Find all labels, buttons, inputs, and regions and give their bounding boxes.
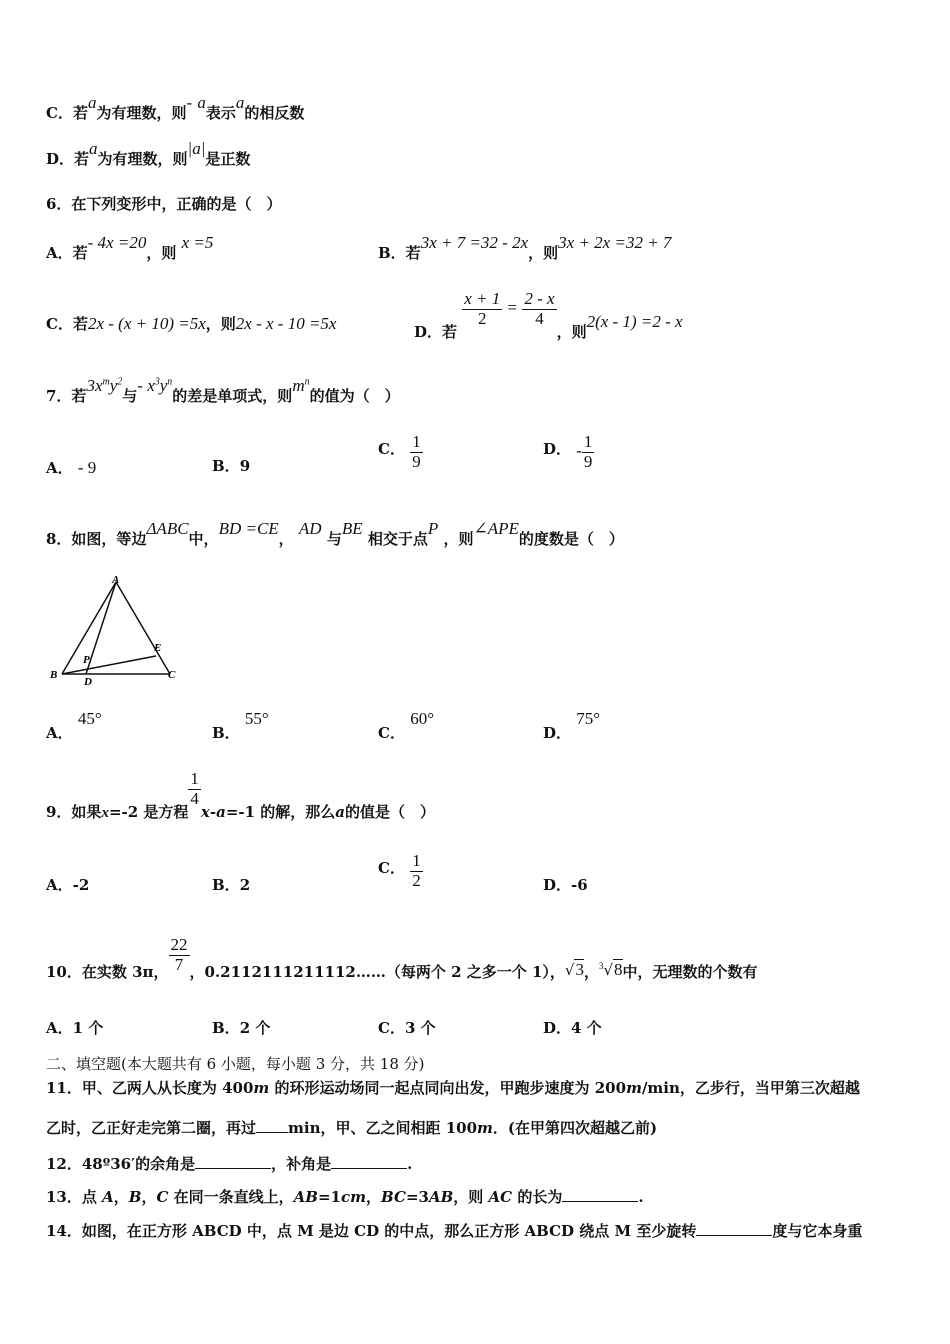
q10-option-c: C．3 个	[378, 1019, 436, 1037]
fraction: $\frac{1}{4}$	[190, 769, 199, 808]
q8-option-a: A． 45°	[46, 709, 102, 742]
q7-option-c: C． $\frac{1}{9}$	[378, 432, 421, 471]
q6-stem: 6．在下列变形中，正确的是（ ）	[46, 195, 282, 213]
label-a: A	[112, 574, 120, 586]
q9-option-c: C． $\frac{1}{2}$	[378, 851, 421, 890]
q10-option-a: A．1 个	[46, 1019, 104, 1037]
q11-line-2: 乙时，乙正好走完第二圈，再过 min，甲、乙之间相距 100m．(在甲第四次超越乙前)	[46, 1119, 658, 1137]
answer-blank[interactable]	[195, 1154, 271, 1169]
q12: 12．48º36′的余角是 ，补角是 .	[46, 1155, 413, 1173]
q8-option-d: D． 75°	[543, 709, 601, 742]
fraction: $\frac{1}{9}$	[412, 432, 421, 471]
q11-line-1: 11．甲、乙两人从长度为 400m 的环形运动场同一起点同向出发，甲跑步速度为 200m/min，乙步行，当甲第三次超越	[46, 1079, 860, 1097]
q8-option-c: C． 60°	[378, 709, 434, 742]
q10-stem: 10．在实数 3π， $\frac{22}{7}$ ，0.2112111211112……（每两个 2 之多一个 1），√3，$^3$√8中，无理数的个数有	[46, 935, 758, 982]
label-c: C	[168, 669, 176, 681]
label-b: B	[50, 669, 58, 681]
q14: 14．如图，在正方形 ABCD 中，点 M 是边 CD 的中点，那么正方形 ABCD 绕点 M 至少旋转 度与它本身重	[46, 1222, 863, 1240]
q9-stem: 9．如果x=-2 是方程 $\frac{1}{4}$ x-a=-1 的解，那么a的值是（ ）	[46, 769, 436, 822]
q8-option-b: B． 55°	[212, 709, 269, 742]
answer-blank[interactable]	[331, 1154, 407, 1169]
label-d: D	[84, 676, 92, 686]
fraction: $\frac{1}{2}$	[412, 851, 421, 890]
q13: 13．点 A，B，C 在同一条直线上，AB=1cm，BC=3AB，则 AC 的长为 .	[46, 1188, 644, 1206]
q6-option-a: A．若- 4x =20，则 x =5	[46, 233, 214, 262]
fraction: $\frac{1}{9}$	[583, 432, 593, 471]
side-ac	[116, 582, 170, 674]
q6-option-d: D．若 $\frac{x + 1}{2}$ = $\frac{2 - x}{4}$ ，则2(x - 1) =2 - x	[414, 289, 683, 342]
q9-option-b: B．2	[212, 876, 251, 894]
q10-option-d: D．4 个	[543, 1019, 602, 1037]
label-p: P	[83, 654, 90, 666]
segment-be	[62, 656, 156, 674]
q7-option-b: B．9	[212, 457, 251, 475]
section-heading: 二、填空题(本大题共有 6 小题，每小题 3 分，共 18 分)	[46, 1055, 425, 1073]
answer-blank[interactable]	[562, 1187, 638, 1202]
q5-option-d: D．若a为有理数，则|a|是正数	[46, 139, 251, 168]
q7-stem: 7．若$3x^my^2$与- $x^3y^n$的差是单项式，则$m^n$的值为（ ）	[46, 376, 400, 405]
fraction: $\frac{x + 1}{2}$	[464, 289, 501, 328]
label-e: E	[154, 642, 162, 654]
cbrt-8: $^3$√8	[598, 960, 623, 980]
q7-option-d: D． - $\frac{1}{9}$	[543, 432, 593, 471]
fraction: $\frac{2 - x}{4}$	[524, 289, 555, 328]
fraction: $\frac{22}{7}$	[170, 935, 188, 974]
q9-option-d: D．-6	[543, 876, 588, 894]
q5-option-c: C．若a为有理数，则- a表示a的相反数	[46, 93, 305, 122]
sqrt-3: √3	[564, 960, 584, 980]
triangle-figure	[46, 574, 186, 686]
q6-option-b: B．若3x + 7 =32 - 2x，则3x + 2x =32 + 7	[378, 233, 672, 262]
answer-blank[interactable]	[696, 1221, 772, 1236]
q8-stem: 8．如图，等边ΔABC中，BD =CE， AD 与BE 相交于点P ，则∠APE的度数是（ ）	[46, 519, 624, 548]
q9-option-a: A．-2	[46, 876, 90, 894]
q10-option-b: B．2 个	[212, 1019, 271, 1037]
segment-ad	[86, 582, 116, 674]
q7-option-a: A． - 9	[46, 458, 97, 477]
q6-option-c: C．若2x - (x + 10) =5x，则2x - x - 10 =5x	[46, 314, 337, 333]
answer-blank[interactable]	[256, 1118, 288, 1133]
